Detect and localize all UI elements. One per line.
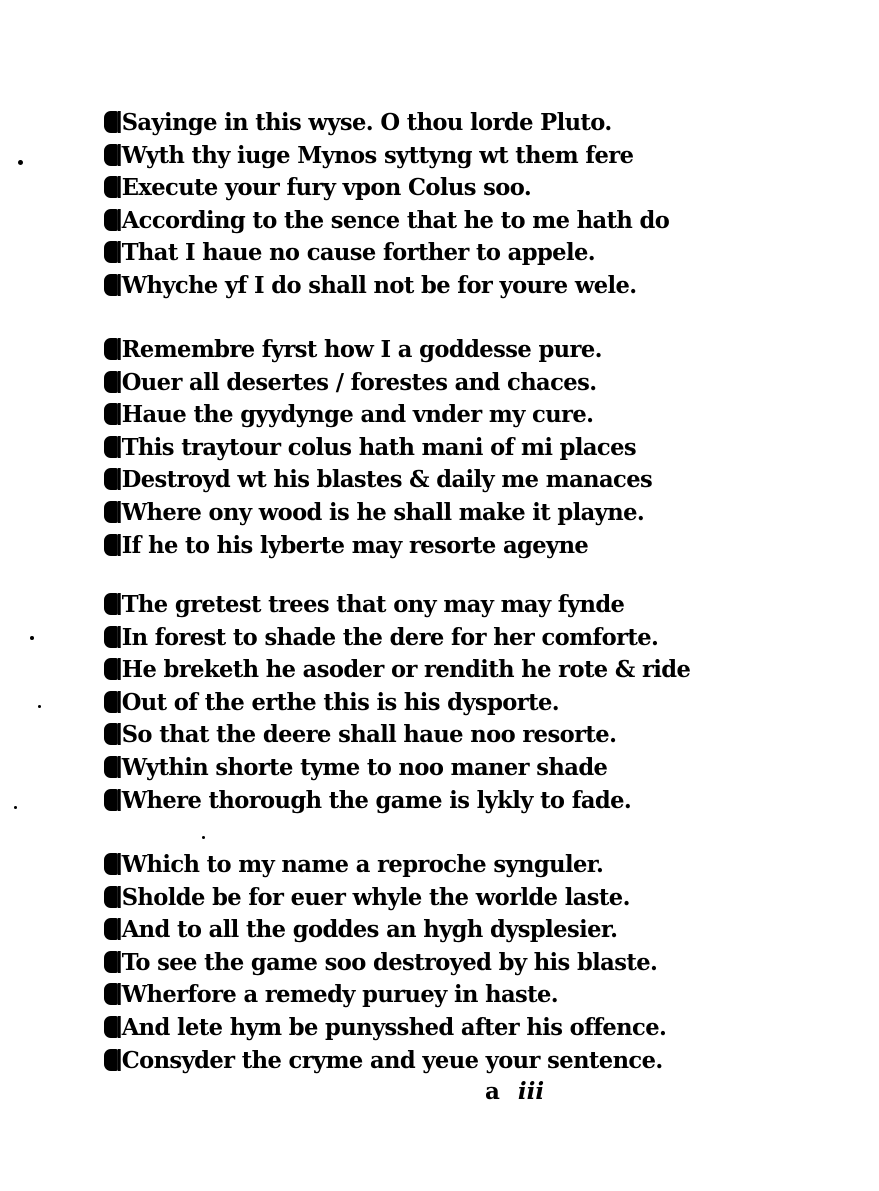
verse-line-text: To see the game soo destroyed by his blaste. [121,948,658,976]
pilcrow-icon [104,176,118,198]
signature-mark [485,1078,544,1105]
pilcrow-icon [104,593,118,615]
verse-line-text: Wyth thy iuge Mynos syttyng wt them fere [121,141,634,169]
pilcrow-icon [104,241,118,263]
pilcrow-icon [104,723,118,745]
verse-line-text: And lete hym be punysshed after his offence. [121,1013,667,1041]
verse-line-text: Execute your fury vpon Colus soo. [121,174,532,202]
verse-line [104,883,694,916]
verse-line-text: If he to his lyberte may resorte ageyne [121,531,589,559]
verse-line-text: Whyche yf I do shall not be for youre wele. [121,271,637,299]
pilcrow-icon [104,886,118,908]
verse-line-text: Where ony wood is he shall make it playne. [121,498,645,526]
pilcrow-icon [104,403,118,425]
signature-letter: a [485,1078,500,1105]
ink-speck [30,636,34,640]
verse-line [104,498,694,531]
verse-line [104,688,694,721]
stanza-4 [104,850,704,1078]
pilcrow-icon [104,789,118,811]
ink-speck [38,705,41,708]
verse-line [104,1046,694,1079]
verse-line [104,531,694,564]
pilcrow-icon [104,983,118,1005]
pilcrow-icon [104,918,118,940]
verse-line-text: Destroyd wt his blastes & daily me manaces [121,466,653,494]
verse-line [104,720,694,753]
verse-line-text: And to all the goddes an hygh dysplesier. [121,916,618,944]
verse-line-text: Where thorough the game is lykly to fade. [121,786,632,814]
verse-line [104,850,694,883]
verse-line [104,400,694,433]
pilcrow-icon [104,436,118,458]
verse-line [104,915,694,948]
verse-line [104,173,694,206]
verse-line [104,980,694,1013]
verse-line-text: That I haue no cause forther to appele. [121,239,596,267]
verse-line-text: The gretest trees that ony may may fynde [121,591,625,618]
verse-line [104,786,694,819]
verse-line [104,206,694,239]
ink-speck [18,160,23,165]
pilcrow-icon [104,626,118,648]
verse-line-text: In forest to shade the dere for her comforte. [121,623,659,651]
verse-line-text: Consyder the cryme and yeue your sentence. [121,1046,663,1074]
verse-line [104,465,694,498]
pilcrow-icon [104,853,118,875]
verse-line [104,948,694,981]
verse-line-text: He breketh he asoder or rendith he rote & ride [121,656,691,684]
stanza-3 [104,590,704,818]
pilcrow-icon [104,371,118,393]
pilcrow-icon [104,338,118,360]
pilcrow-icon [104,144,118,166]
verse-line-text: Remembre fyrst how I a goddesse pure. [121,336,602,363]
signature-numeral: iii [517,1078,545,1105]
ink-speck [14,806,17,809]
verse-line-text: Out of the erthe this is his dysporte. [121,688,560,716]
pilcrow-icon [104,691,118,713]
pilcrow-icon [104,951,118,973]
pilcrow-icon [104,658,118,680]
pilcrow-icon [104,1049,118,1071]
verse-line-text: This traytour colus hath mani of mi places [121,433,637,461]
verse-line [104,368,694,401]
verse-line-text: Which to my name a reproche synguler. [121,851,604,878]
stanza-1 [104,108,704,304]
pilcrow-icon [104,501,118,523]
pilcrow-icon [104,1016,118,1038]
pilcrow-icon [104,274,118,296]
verse-line [104,590,694,623]
verse-line-text: Sayinge in this wyse. O thou lorde Pluto. [121,109,612,136]
pilcrow-icon [104,209,118,231]
stanza-2 [104,335,704,563]
verse-line-text: So that the deere shall haue noo resorte. [121,721,617,749]
verse-line-text: Wythin shorte tyme to noo maner shade [121,753,608,781]
pilcrow-icon [104,534,118,556]
verse-line [104,141,694,174]
verse-line [104,655,694,688]
verse-line [104,108,694,141]
verse-line [104,753,694,786]
verse-line-text: According to the sence that he to me hath do [121,206,670,234]
verse-line [104,335,694,368]
verse-line [104,238,694,271]
pilcrow-icon [104,111,118,133]
pilcrow-icon [104,468,118,490]
verse-line-text: Ouer all desertes / forestes and chaces. [121,368,597,396]
verse-line [104,623,694,656]
verse-line-text: Wherfore a remedy puruey in haste. [121,981,559,1009]
pilcrow-icon [104,756,118,778]
ink-speck [202,836,205,839]
verse-line [104,1013,694,1046]
verse-line [104,433,694,466]
verse-line-text: Haue the gyydynge and vnder my cure. [121,401,594,429]
verse-line-text: Sholde be for euer whyle the worlde laste. [121,883,630,911]
verse-line [104,271,694,304]
